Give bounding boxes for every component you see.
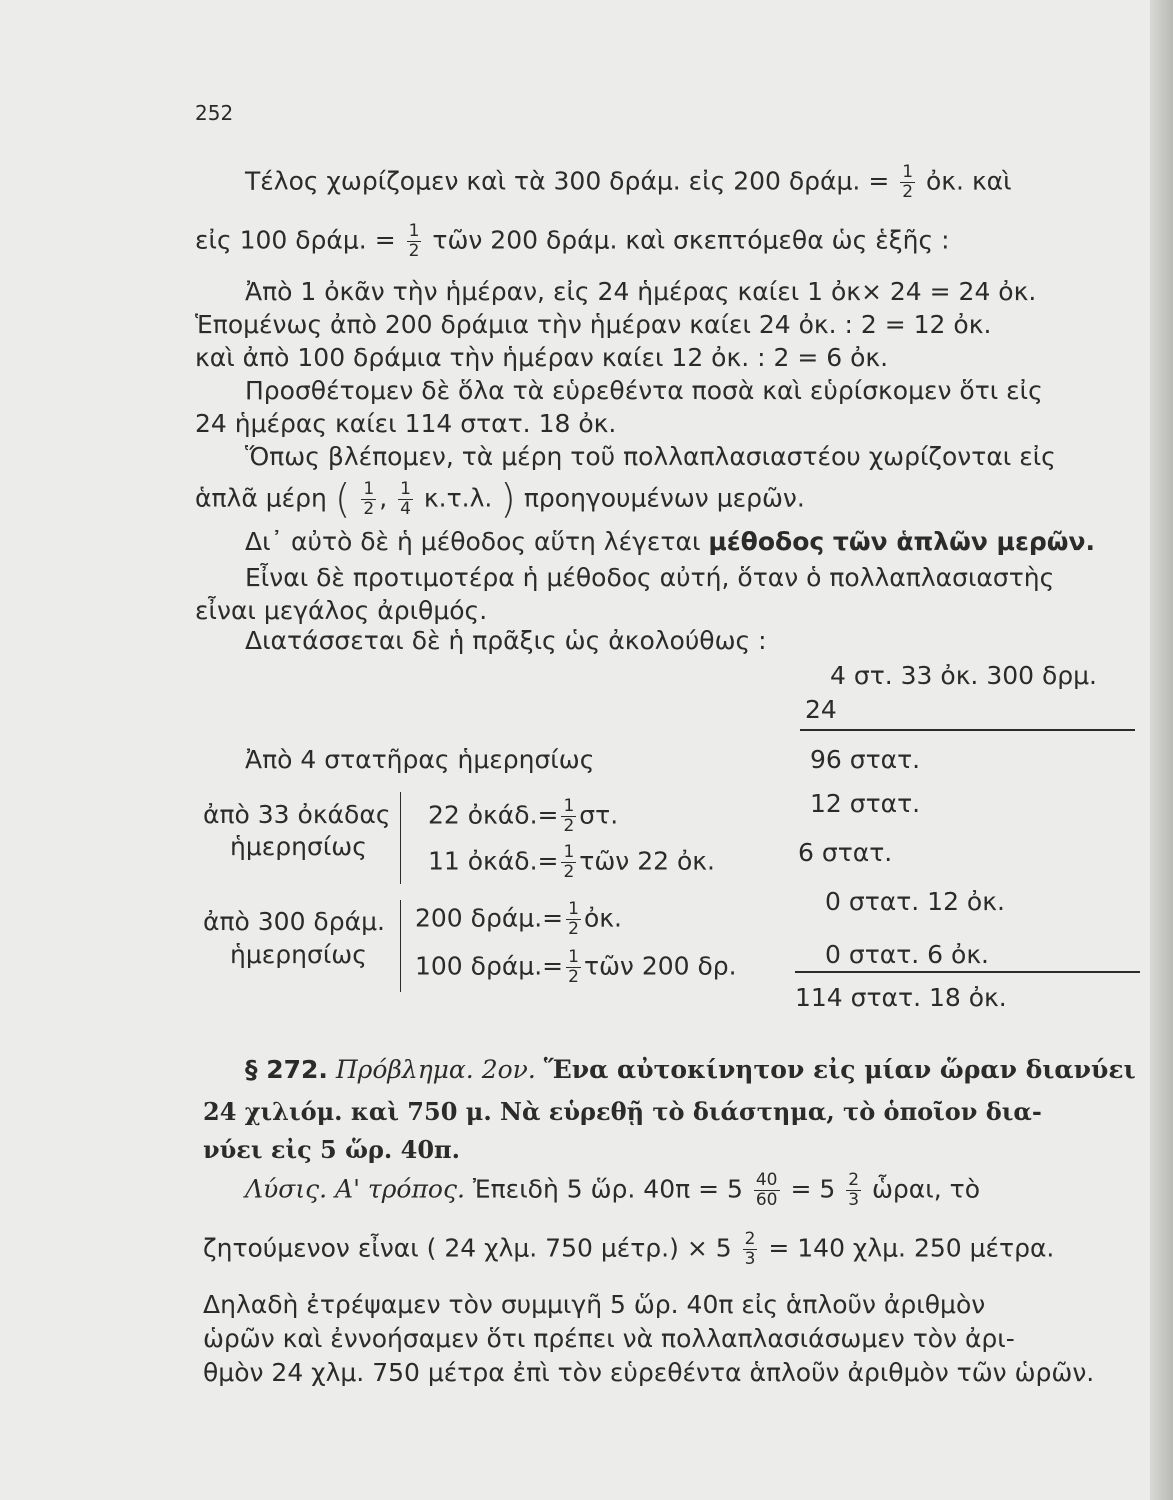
text-line-9: ἁπλᾶ μέρη ( $\frac{1}{2}$ , $\frac{1}{4}$ κ.τ.λ. ) προηγουμένων μερῶν. [195, 476, 805, 523]
table-top-value: 4 στ. 33 ὀκ. 300 δρμ. [830, 661, 1098, 690]
group2-label2: ἡμερησίως [230, 940, 367, 969]
text-line-12: εἶναι μεγάλος ἀριθμός. [195, 596, 488, 625]
fraction-half: $\frac{1}{2}$ [563, 796, 575, 836]
text: εἰς 100 δράμ. = [195, 225, 396, 255]
problem-line-2: 24 χιλιόμ. καὶ 750 μ. Νὰ εὑρεθῇ τὸ διάστημα, τὸ ὁποῖον δια- [203, 1097, 1042, 1126]
problem-text: Ἕνα αὐτοκίνητον εἰς μίαν ὥραν διανύει [543, 1055, 1136, 1084]
solution-label: Λύσις. Α' τρόπος. [245, 1174, 465, 1204]
text-line-13: Διατάσσεται δὲ ἡ πρᾶξις ὡς ἀκολούθως : [245, 626, 767, 655]
text: ἁπλᾶ μέρη [195, 483, 327, 513]
text: προηγουμένων μερῶν. [523, 483, 805, 513]
fraction-half: $\frac{1}{2}$ [408, 221, 420, 261]
table-multiplier: 24 [805, 695, 837, 724]
brace [400, 900, 406, 992]
text: τῶν 200 δράμ. καὶ σκεπτόμεθα ὡς ἑξῆς : [432, 225, 950, 255]
text: Δι᾽ αὐτὸ δὲ ἡ μέθοδος αὕτη λέγεται [245, 527, 701, 556]
brace [400, 792, 406, 884]
text-line-10 [245, 527, 1095, 557]
solution-line-4: ὡρῶν καὶ ἐννοήσαμεν ὅτι πρέπει νὰ πολλαπλασιάσωμεν τὸν ἀρι- [203, 1324, 1015, 1353]
problem-label: Πρόβλημα. 2ον. [335, 1055, 536, 1084]
text-line-2 [195, 222, 950, 261]
problem-line-1 [245, 1055, 1136, 1085]
group2-row-a-value: 0 στατ. 12 ὀκ. [825, 887, 1005, 916]
text-line-11: Εἶναι δὲ προτιμοτέρα ἡ μέθοδος αὐτή, ὅταν ὁ πολλαπλασιαστὴς [245, 563, 1055, 592]
paren-open: ( [334, 476, 351, 523]
fraction-half: $\frac{1}{2}$ [568, 947, 579, 987]
fraction-two-thirds: $\frac{2}{3}$ [744, 1229, 756, 1269]
group1-row-a: 22 ὀκάδ.= $\frac{1}{2}$ στ. [428, 796, 619, 836]
group2-row-b: 100 δράμ.= $\frac{1}{2}$ τῶν 200 δρ. [415, 947, 737, 987]
section-number: § 272. [245, 1055, 328, 1084]
group1-label2: ἡμερησίως [230, 832, 367, 861]
fraction-forty-sixty: $\frac{40}{60}$ [755, 1170, 778, 1210]
solution-line-1: Λύσις. Α' τρόπος. Ἐπειδὴ 5 ὥρ. 40π = 5 $\frac{40}{60}$ = 5 $\frac{2}{3}$ ὧραι, τὸ [245, 1170, 980, 1210]
problem-line-3: νύει εἰς 5 ὥρ. 40π. [203, 1135, 460, 1164]
table-total: 114 στατ. 18 ὀκ. [795, 983, 1007, 1012]
paren-close: ) [500, 476, 516, 523]
fraction-half: $\frac{1}{2}$ [363, 479, 375, 519]
text-line-4: Ἑπομένως ἀπὸ 200 δράμια τὴν ἡμέραν καίει 24 ὀκ. : 2 = 12 ὀκ. [195, 310, 992, 339]
page-edge [1150, 0, 1173, 1500]
text-line-6: Προσθέτομεν δὲ ὅλα τὰ εὑρεθέντα ποσὰ καὶ εὑρίσκομεν ὅτι εἰς [245, 376, 1043, 405]
group1-row-b-value: 6 στατ. [798, 838, 893, 867]
text-line-5: καὶ ἀπὸ 100 δράμια τὴν ἡμέραν καίει 12 ὀκ. : 2 = 6 ὀκ. [195, 343, 889, 372]
group1-row-b: 11 ὀκάδ.= $\frac{1}{2}$ τῶν 22 ὀκ. [428, 842, 715, 882]
table-rule-top [800, 729, 1135, 731]
group1-row-a-value: 12 στατ. [810, 789, 921, 818]
group2-row-a: 200 δράμ.= $\frac{1}{2}$ ὀκ. [415, 899, 622, 939]
text-line-7: 24 ἡμέρας καίει 114 στατ. 18 ὀκ. [195, 409, 617, 438]
text-line-3: Ἀπὸ 1 ὀκᾶν τὴν ἡμέραν, εἰς 24 ἡμέρας καίει 1 ὀκ× 24 = 24 ὀκ. [245, 277, 1037, 306]
group2-row-b-value: 0 στατ. 6 ὀκ. [825, 940, 990, 969]
solution-line-3: Δηλαδὴ ἐτρέψαμεν τὸν συμμιγῆ 5 ὥρ. 40π εἰς ἁπλοῦν ἀριθμὸν [203, 1290, 986, 1319]
table-rule-bottom [795, 971, 1140, 973]
text-line-1 [245, 163, 1012, 202]
fraction-half: $\frac{1}{2}$ [902, 162, 914, 202]
group2-label: ἀπὸ 300 δράμ. [203, 907, 385, 936]
text: Τέλος χωρίζομεν καὶ τὰ 300 δράμ. εἰς 200 δράμ. = [245, 166, 890, 196]
text-line-8: Ὅπως βλέπομεν, τὰ μέρη τοῦ πολλαπλασιαστέου χωρίζονται εἰς [245, 442, 1056, 471]
table-row1-value: 96 στατ. [810, 745, 921, 774]
page-number: 252 [195, 101, 234, 125]
solution-line-2: ζητούμενον εἶναι ( 24 χλμ. 750 μέτρ.) × 5 $\frac{2}{3}$ = 140 χλμ. 250 μέτρα. [203, 1229, 1055, 1269]
solution-line-5: θμὸν 24 χλμ. 750 μέτρα ἐπὶ τὸν εὑρεθέντα ἁπλοῦν ἀριθμὸν τῶν ὡρῶν. [203, 1358, 1095, 1387]
text: κ.τ.λ. [423, 483, 493, 513]
fraction-two-thirds: $\frac{2}{3}$ [848, 1170, 860, 1210]
group1-label: ἀπὸ 33 ὀκάδας [203, 800, 391, 829]
fraction-quarter: $\frac{1}{4}$ [400, 479, 411, 519]
bold-term: μέθοδος τῶν ἁπλῶν μερῶν. [708, 527, 1096, 556]
text: ὀκ. καὶ [926, 166, 1012, 196]
fraction-half: $\frac{1}{2}$ [568, 899, 579, 939]
table-row1-label: Ἀπὸ 4 στατῆρας ἡμερησίως [245, 745, 595, 774]
fraction-half: $\frac{1}{2}$ [563, 842, 575, 882]
